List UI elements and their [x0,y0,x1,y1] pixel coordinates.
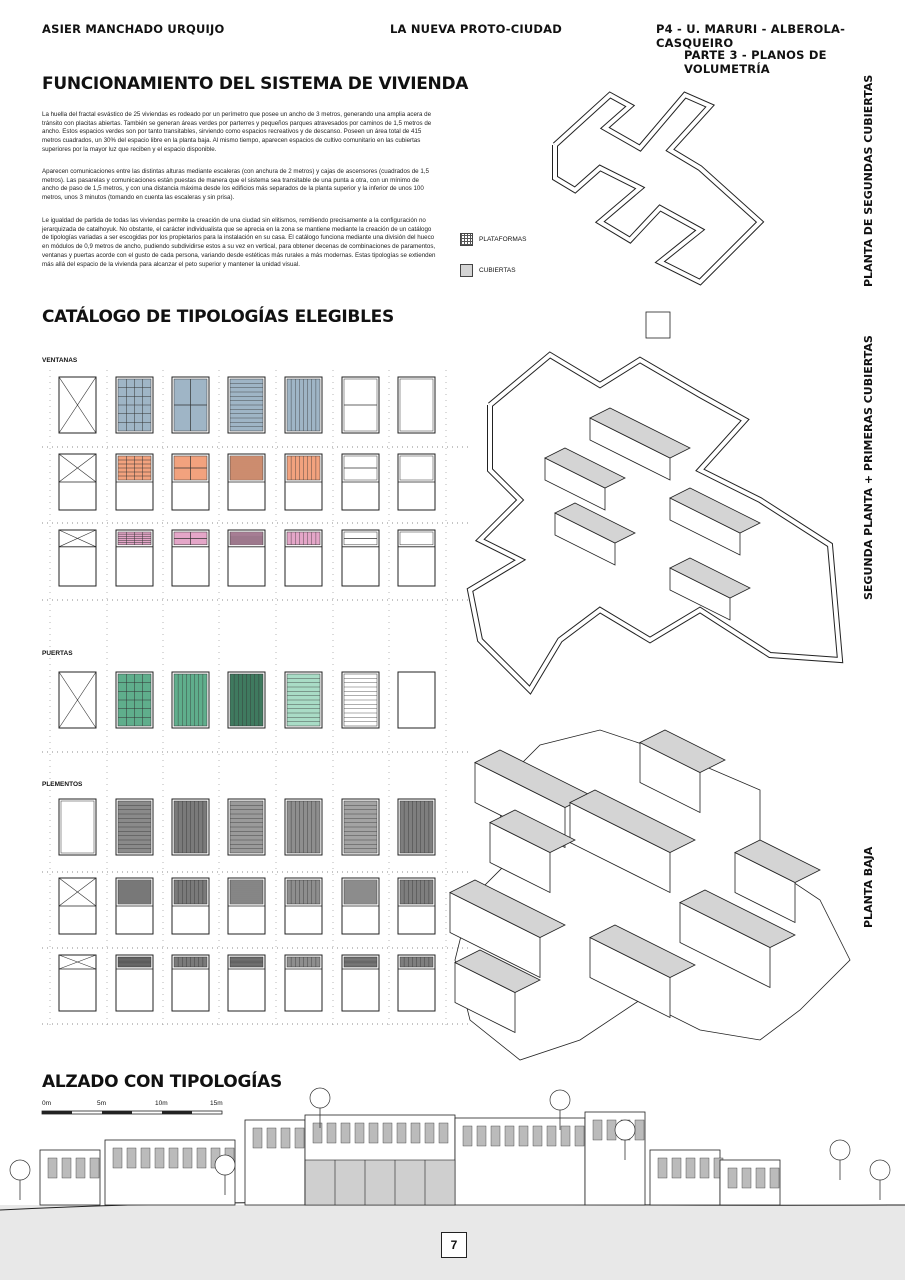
section-title-elevation: ALZADO CON TIPOLOGÍAS [42,1072,282,1092]
typology-panel [116,530,153,586]
scale-segment [162,1111,192,1114]
typology-panel [172,530,209,586]
typology-panel [172,878,209,934]
elevation-building [455,1118,585,1205]
typology-panel [172,955,209,1011]
scale-0: 0m [42,1100,52,1107]
typology-panel [172,799,209,855]
roof-block [555,503,635,565]
scale-15: 15m [210,1100,223,1107]
typology-panel [398,530,435,586]
typology-panel [342,454,379,510]
typology-panel [172,377,209,433]
typology-panel [228,530,265,586]
typology-panel [228,672,265,728]
typology-panel [172,454,209,510]
paragraph-3: Le igualdad de partida de todas las viviendas permite la creación de una ciudad sin elitismos, remitiendo precisamente a la configuración no jerarquizada de catalhoyuk. No obstante, el carácter individualista que se aprecia en la zona se mantiene mediante la creación de un catálogo de tipologías variadas a ser escogidas por los propietarios para la instalación en su casa. El catálogo funciona mediante una división del hueco en módulos de 0,9 metros de ancho, pudiendo subdividirse estos a su vez en vertical, para obtener decenas de combinaciones de paramentos, ventanas y puertas acorde con el gusto de cada persona, variando desde estéticas más rurales a más modernas. Estas tipologías se extienden más allá del espacio de la vivienda para alcanzar el peto superior y mantener la unidad visual. [42,217,436,268]
elevation-building [245,1120,305,1205]
typology-panel [59,454,96,510]
second-floor-plan [470,355,840,690]
ground-block [640,730,725,813]
typology-panel [228,878,265,934]
tree [870,1160,890,1200]
typology-panel [285,672,322,728]
typology-panel [116,955,153,1011]
typology-panel [228,799,265,855]
course-title: P4 - U. MARURI - ALBEROLA-CASQUEIRO [656,22,846,50]
label-second-roofs: PLANTA DE SEGUNDAS CUBIERTAS [862,74,875,287]
scale-10: 10m [155,1100,168,1107]
typology-panel [285,878,322,934]
typology-panel [342,377,379,433]
typology-panel [59,530,96,586]
roof-block [670,488,760,555]
label-second-floor: SEGUNDA PLANTA + PRIMERAS CUBIERTAS [862,335,875,600]
section-title-catalog: CATÁLOGO DE TIPOLOGÍAS ELEGIBLES [42,307,394,327]
typology-panel [398,955,435,1011]
elements-label: PLEMENTOS [42,781,83,788]
typology-panel [398,878,435,934]
typology-panel [285,377,322,433]
roof-block [545,448,625,510]
scale-segment [102,1111,132,1114]
section-title-system: FUNCIONAMIENTO DEL SISTEMA DE VIVIENDA [42,74,469,94]
paragraph-2: Aparecen comunicaciones entre las distintas alturas mediante escaleras (con anchura de 2 metros) y cajas de ascensores (cuadrados de 1,5 metros). Las pasarelas y comunicaciones están puestas de manera que el sistema sea transitable de una punta a otra, con un mínimo de ancho de paso de 1,5 metros, y con una distancia máxima desde los edificios más separados de la planta superior y la inferior de unos 100 metros, unos 3 minutos (tomando en cuenta las escaleras y sin prisa). [42,168,429,202]
typology-panel [116,377,153,433]
part-title: PARTE 3 - PLANOS DE VOLUMETRÍA [684,48,827,76]
elevation-building [105,1140,235,1205]
scale-segment [42,1111,72,1114]
project-title: LA NUEVA PROTO-CIUDAD [390,22,562,36]
typology-panel [59,799,96,855]
tree [10,1160,30,1200]
typology-panel [398,454,435,510]
typology-panel [228,955,265,1011]
author: ASIER MANCHADO URQUIJO [42,22,225,36]
legend-platforms-label: PLATAFORMAS [479,236,527,243]
typology-panel [342,672,379,728]
typology-panel [116,454,153,510]
doors-label: PUERTAS [42,650,73,657]
typology-panel [116,672,153,728]
paragraph-1: La huella del fractal esvástico de 25 viviendas es rodeado por un perímetro que posee un ancho de 3 metros, generando una amplia acera de tránsito con placitas abiertas. También se generan áreas verdes por parterres y pequeños parques atravesados por caminos de 1,5 metros de ancho. Estos espacios verdes son por tanto transitables, sirviendo como espacios recreativos y de descanso. Poseen un área total de 415 metros cuadrados, un 30% del espacio libre en la planta baja. Al mismo tiempo, aparecen espacios de cultivo comunitario en las cubiertas superiores por la mayor luz que reciben y el espacio disponible. [42,111,432,153]
elevation-building [650,1150,723,1205]
elevation-building [40,1150,100,1205]
ground-block [570,790,695,893]
stair-core [646,312,670,338]
typology-panel [59,377,96,433]
tree [830,1140,850,1180]
typology-panel [172,672,209,728]
typology-panel [285,454,322,510]
roof-block [670,558,750,620]
typology-panel [285,530,322,586]
scale-5: 5m [97,1100,107,1107]
windows-label: VENTANAS [42,357,78,364]
ground-block [735,840,820,923]
typology-panel [398,799,435,855]
typology-panel [342,955,379,1011]
typology-panel [285,799,322,855]
legend-roofs-label: CUBIERTAS [479,267,516,274]
typology-panel [342,878,379,934]
typology-panel [116,878,153,934]
typology-panel [398,377,435,433]
typology-panel [285,955,322,1011]
typology-panel [228,454,265,510]
typology-panel [59,878,96,934]
garage-row [305,1160,455,1205]
typology-panel [59,672,96,728]
typology-panel [398,672,435,728]
page-number: 7 [441,1232,467,1258]
typology-panel [116,799,153,855]
label-ground-floor: PLANTA BAJA [862,846,875,928]
elevation-building [720,1160,780,1205]
typology-panel [342,799,379,855]
ground-block [590,925,695,1018]
typology-panel [228,377,265,433]
elevation-building [585,1112,645,1205]
typology-panel [342,530,379,586]
typology-panel [59,955,96,1011]
